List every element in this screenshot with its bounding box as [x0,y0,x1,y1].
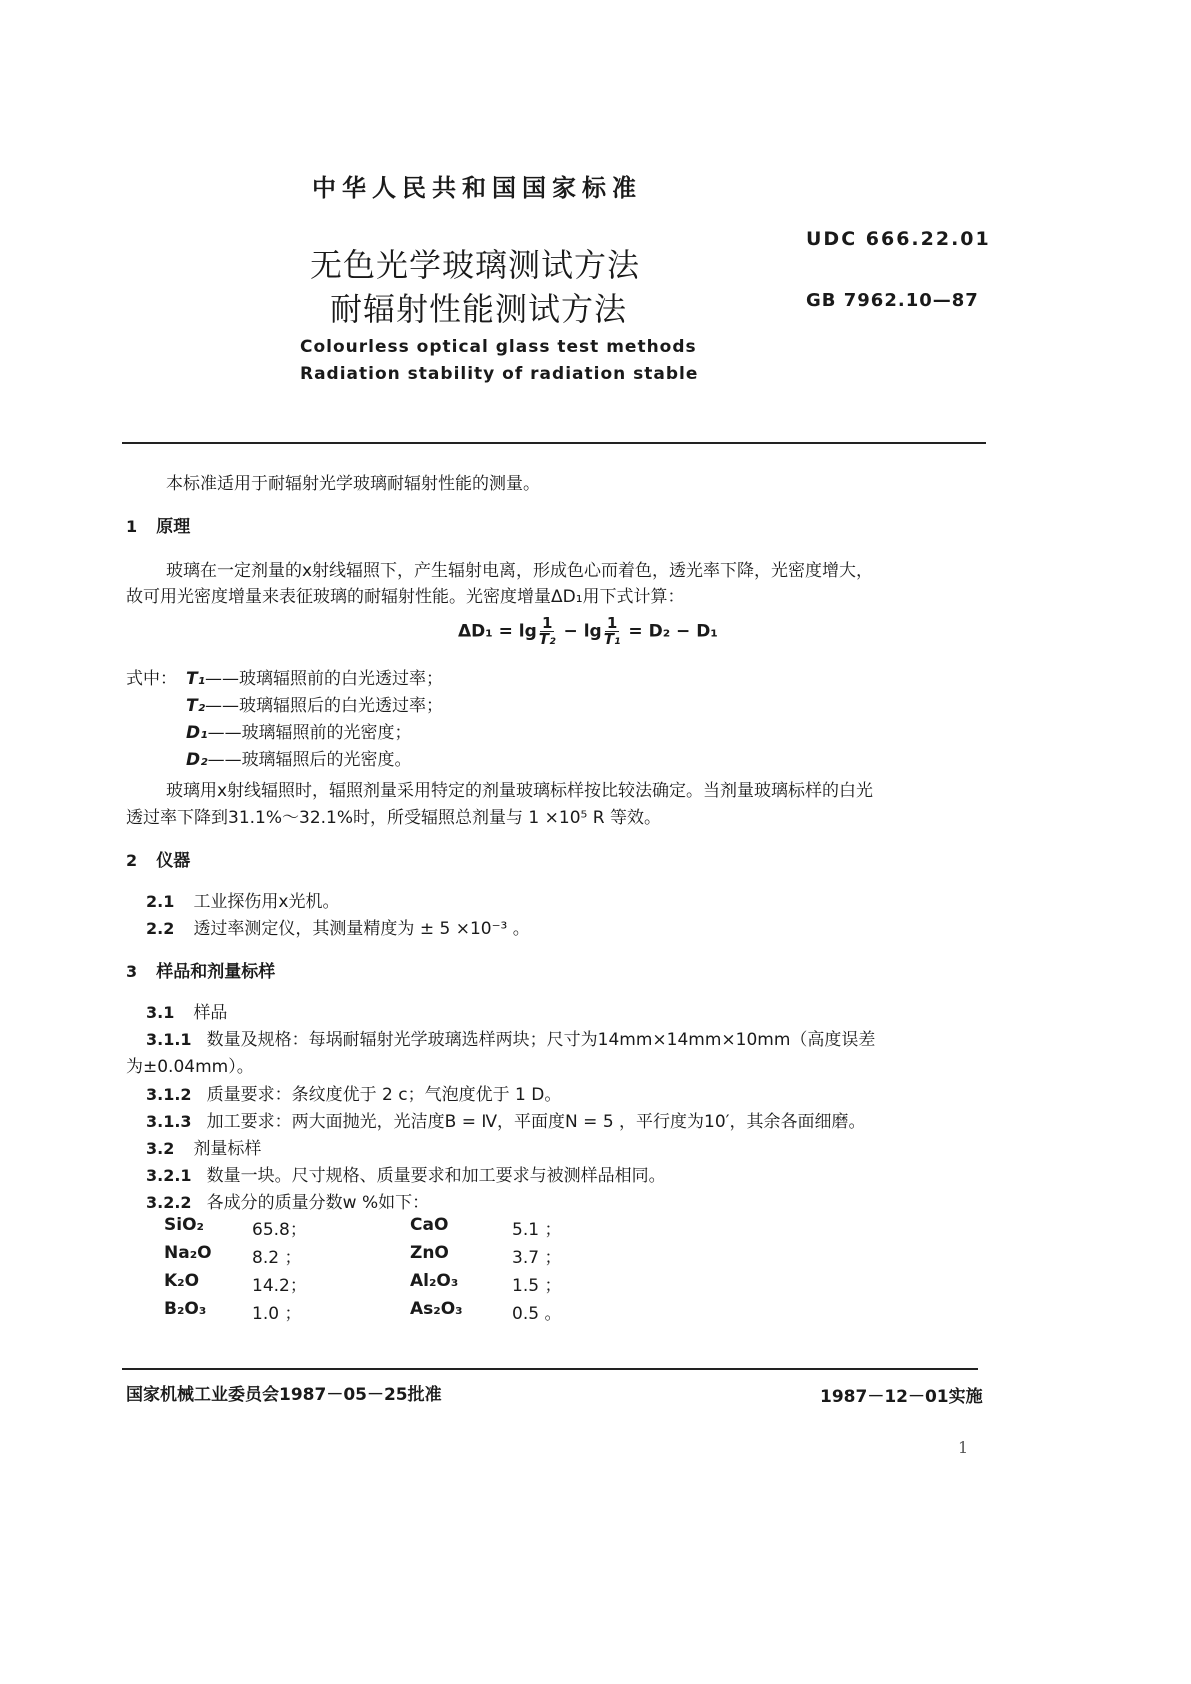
formula: ΔD₁ = lg $\frac{1}{\text{T₂}}$ − lg $\frac{1}{\text{T₁}}$ = D₂ − D₁ [458,614,718,648]
section-1-para2-line1: 玻璃用x射线辐照时，辐照剂量采用特定的剂量玻璃标样按比较法确定。当剂量玻璃标样的白光 [166,781,874,801]
comp-value: 1.5 ； [512,1276,562,1296]
comp-name: As₂O₃ [410,1299,463,1319]
header-rule [122,442,986,444]
issuing-authority: 中华人民共和国国家标准 [312,174,642,202]
title-en-line2: Radiation stability of radiation stable [300,364,699,384]
gb-number: GB 7962.10—87 [806,290,979,311]
approval-date: 国家机械工业委员会1987－05－25批准 [126,1385,442,1405]
section-3-heading: 3 样品和剂量标样 [126,962,276,982]
section-2-heading: 2 仪器 [126,851,191,871]
page-number: 1 [958,1438,969,1457]
comp-value: 1.0 ； [252,1304,302,1324]
udc-code: UDC 666.22.01 [806,228,991,250]
item-3-1-2: 3.1.2 质量要求：条纹度优于 2 c；气泡度优于 1 D。 [146,1085,562,1105]
section-1-para2-line2: 透过率下降到31.1%～32.1%时，所受辐照总剂量与 1 ×10⁵ R 等效。 [126,808,661,828]
comp-name: SiO₂ [164,1215,204,1235]
comp-value: 3.7 ； [512,1248,562,1268]
definition-d1: D₁——玻璃辐照前的光密度； [186,723,412,743]
item-3-1-1: 3.1.1 数量及规格：每埚耐辐射光学玻璃选样两块；尺寸为14mm×14mm×10mm（高度误差 [146,1030,876,1050]
definition-t2: T₂——玻璃辐照后的白光透过率； [186,696,444,716]
item-2-2: 2.2 透过率测定仪，其测量精度为 ± 5 ×10⁻³ 。 [146,919,530,939]
comp-value: 65.8； [252,1220,307,1240]
footer-rule [122,1368,978,1370]
comp-name: CaO [410,1215,449,1235]
item-2-1: 2.1 工业探伤用x光机。 [146,892,340,912]
item-3-1-3: 3.1.3 加工要求：两大面抛光，光洁度B = Ⅳ，平面度N = 5 ，平行度为10′，其余各面细磨。 [146,1112,866,1132]
section-1-heading: 1 原理 [126,517,191,537]
comp-name: B₂O₃ [164,1299,207,1319]
comp-value: 5.1 ； [512,1220,562,1240]
definition-d2: D₂——玻璃辐照后的光密度。 [186,750,412,770]
definition-t1: T₁——玻璃辐照前的白光透过率； [186,669,444,689]
item-3-1-1-line2: 为±0.04mm）。 [126,1057,254,1077]
item-3-1: 3.1 样品 [146,1003,228,1023]
title-zh-line1: 无色光学玻璃测试方法 [310,246,641,284]
comp-name: Al₂O₃ [410,1271,459,1291]
title-en-line1: Colourless optical glass test methods [300,337,697,357]
comp-value: 14.2； [252,1276,307,1296]
comp-name: K₂O [164,1271,200,1291]
section-1-para-line2: 故可用光密度增量来表征玻璃的耐辐射性能。光密度增量ΔD₁用下式计算： [126,587,685,607]
scope-text: 本标准适用于耐辐射光学玻璃耐辐射性能的测量。 [166,474,540,494]
item-3-2-1: 3.2.1 数量一块。尺寸规格、质量要求和加工要求与被测样品相同。 [146,1166,666,1186]
item-3-2-2: 3.2.2 各成分的质量分数w %如下： [146,1193,430,1213]
title-zh-line2: 耐辐射性能测试方法 [330,290,628,328]
comp-name: ZnO [410,1243,449,1263]
comp-value: 0.5 。 [512,1304,562,1324]
item-3-2: 3.2 剂量标样 [146,1139,262,1159]
where-label: 式中： [126,669,177,689]
comp-value: 8.2 ； [252,1248,302,1268]
section-1-para-line1: 玻璃在一定剂量的x射线辐照下，产生辐射电离，形成色心而着色，透光率下降，光密度增大， [166,561,874,581]
effective-date: 1987－12－01实施 [820,1387,983,1407]
comp-name: Na₂O [164,1243,212,1263]
